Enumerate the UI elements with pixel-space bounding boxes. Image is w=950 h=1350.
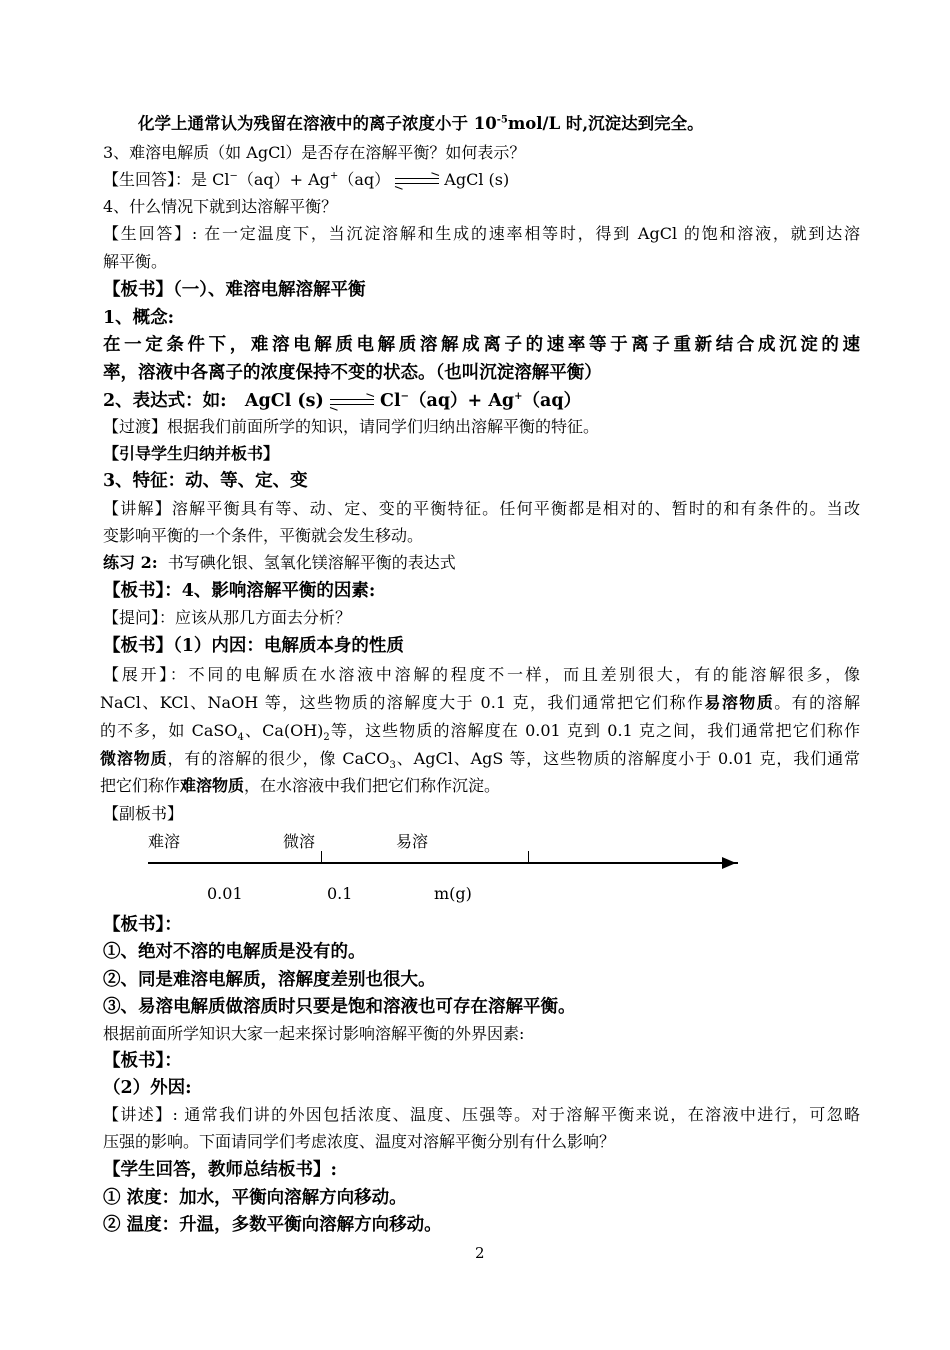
text-line: 【提问】：应该从那几方面去分析？ <box>103 608 352 627</box>
text-line: 【副板书】 <box>103 804 184 823</box>
arrow-head-icon <box>722 857 736 869</box>
text-line: 解平衡。 <box>103 252 168 271</box>
text-line: 【展开】：不同的电解质在水溶液中溶解的程度不一样，而且差别很大，有的能溶解很多，像 <box>103 665 860 684</box>
text-line: ② 温度：升温，多数平衡向溶解方向移动。 <box>103 1215 442 1235</box>
heading: 【学生回答，教师总结板书】: <box>103 1160 337 1180</box>
text-line: 变影响平衡的一个条件，平衡就会发生移动。 <box>103 526 424 545</box>
axis-tick-label: 0.1 <box>327 884 353 903</box>
text-line: ① 浓度：加水，平衡向溶解方向移动。 <box>103 1188 407 1208</box>
solubility-axis <box>148 862 738 864</box>
text-line: 化学上通常认为残留在溶液中的离子浓度小于 $10^{-5}mol/L$ 时,沉淀达到完全。 <box>138 114 704 133</box>
text-line: 【生回答】: 在一定温度下，当沉淀溶解和生成的速率相等时，得到 AgCl 的饱和溶液，就到达溶 <box>103 224 860 243</box>
text-line: 在一定条件下，难溶电解质电解质溶解成离子的速率等于离子重新结合成沉淀的速 <box>103 335 860 355</box>
text-line: 【讲述】: 通常我们讲的外因包括浓度、温度、压强等。对于溶解平衡来说，在溶液中进行，可忽略 <box>103 1105 860 1124</box>
text-line: 率，溶液中各离子的浓度保持不变的状态。（也叫沉淀溶解平衡） <box>103 363 602 383</box>
text-line: ③、易溶电解质做溶质时只要是饱和溶液也可存在溶解平衡。 <box>103 997 576 1017</box>
heading: 【板书】： <box>103 1051 182 1071</box>
solubility-label: 难溶 <box>148 832 181 851</box>
text-line: NaCl、KCl、NaOH 等，这些物质的溶解度大于 0.1 克，我们通常把它们称作易溶物质。有的溶解 <box>100 693 860 712</box>
heading: 1、概念: <box>103 308 175 328</box>
solubility-label: 易溶 <box>396 832 429 851</box>
text-line: 4、什么情况下就到达溶解平衡？ <box>103 197 338 216</box>
equilibrium-arrow-icon <box>395 175 439 187</box>
axis-tick-label: m(g) <box>434 884 472 903</box>
text-line: 【讲解】溶解平衡具有等、动、定、变的平衡特征。任何平衡都是相对的、暂时的和有条件的。当改 <box>103 499 860 518</box>
heading: 【板书】：4、影响溶解平衡的因素: <box>103 581 376 601</box>
text-line: 练习 2: 书写碘化银、氢氧化镁溶解平衡的表达式 <box>103 553 456 572</box>
text-line: 2、表达式：如: AgCl (s) Cl−（aq）+ Ag+（aq） <box>103 391 582 411</box>
text-line: 微溶物质，有的溶解的很少，像 CaCO$_3$、AgCl、AgS 等，这些物质的溶解度小于 0.01 克，我们通常 <box>100 749 860 772</box>
heading: 3、特征：动、等、定、变 <box>103 471 308 491</box>
text-line: 3、难溶电解质（如 AgCl）是否存在溶解平衡？如何表示？ <box>103 143 526 162</box>
heading: 【板书】（1）内因：电解质本身的性质 <box>103 636 404 656</box>
heading: 【板书】（一）、难溶电解溶解平衡 <box>103 280 366 300</box>
text-line: 的不多，如 CaSO$_4$、$Ca(OH)_2$等，这些物质的溶解度在 0.01 克到 0.1 克之间，我们通常把它们称作 <box>100 721 860 744</box>
axis-tick-label: 0.01 <box>207 884 243 903</box>
page-number: 2 <box>475 1244 485 1262</box>
text-line: 压强的影响。下面请同学们考虑浓度、温度对溶解平衡分别有什么影响？ <box>103 1132 616 1151</box>
text-line: 把它们称作难溶物质，在水溶液中我们把它们称作沉淀。 <box>100 776 501 795</box>
heading: 【板书】： <box>103 915 182 935</box>
solubility-label: 微溶 <box>283 832 316 851</box>
text-line: 【过渡】根据我们前面所学的知识，请同学们归纳出溶解平衡的特征。 <box>103 417 600 436</box>
text-line: ②、同是难溶电解质，溶解度差别也很大。 <box>103 970 436 990</box>
heading: （2）外因: <box>103 1078 192 1098</box>
text-line: 【生回答】：是 Cl−（aq）+ Ag+（aq） AgCl (s) <box>103 170 510 189</box>
equilibrium-arrow-icon <box>330 396 374 408</box>
text-line: ①、绝对不溶的电解质是没有的。 <box>103 942 366 962</box>
text-line: 根据前面所学知识大家一起来探讨影响溶解平衡的外界因素: <box>103 1024 525 1043</box>
text-line: 【引导学生归纳并板书】 <box>103 444 280 463</box>
